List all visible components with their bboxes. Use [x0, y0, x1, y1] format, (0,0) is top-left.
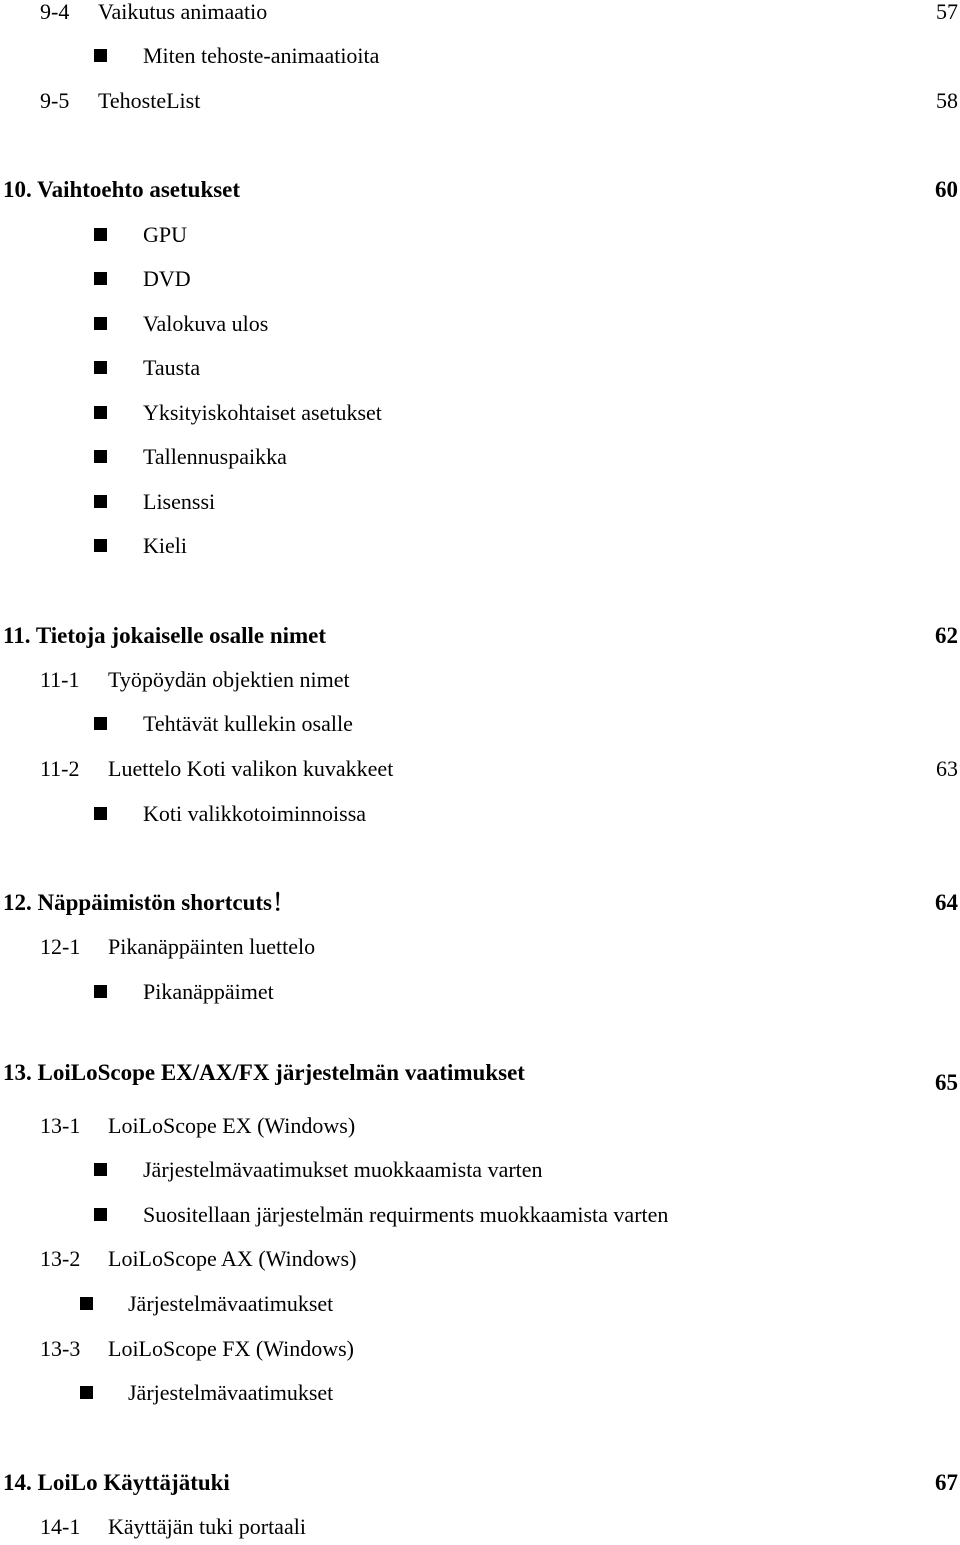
entry-title: Pikanäppäinten luettelo: [108, 934, 316, 959]
entry-title: LoiLoScope FX (Windows): [108, 1336, 354, 1361]
square-bullet-icon: [94, 450, 107, 463]
chapter-title: 12. Näppäimistön shortcuts！: [3, 890, 296, 915]
toc-bullet-item[interactable]: [0, 306, 960, 342]
toc-bullet-item[interactable]: [0, 439, 960, 475]
chapter-title: 10. Vaihtoehto asetukset: [3, 177, 241, 202]
bullet-text: Tausta: [143, 355, 201, 380]
square-bullet-icon: [80, 1386, 93, 1399]
square-bullet-icon: [94, 49, 107, 62]
toc-entry[interactable]: [0, 662, 960, 698]
chapter-title: 13. LoiLoScope EX/AX/FX järjestelmän vaatimukset: [3, 1060, 525, 1085]
entry-number: 12-1: [40, 934, 81, 959]
toc-bullet-item[interactable]: [0, 484, 960, 520]
bullet-text: Pikanäppäimet: [143, 979, 274, 1004]
bullet-text: Tallennuspaikka: [143, 444, 287, 469]
toc-bullet-item[interactable]: [0, 796, 960, 832]
toc-chapter[interactable]: [0, 618, 960, 654]
bullet-text: Tehtävät kullekin osalle: [143, 711, 353, 736]
toc-chapter[interactable]: [0, 885, 960, 921]
entry-number: 11-1: [40, 667, 80, 692]
square-bullet-icon: [94, 495, 107, 508]
bullet-text: Yksityiskohtaiset asetukset: [143, 400, 382, 425]
entry-number: 13-1: [40, 1113, 81, 1138]
entry-title: Luettelo Koti valikon kuvakkeet: [108, 756, 394, 781]
square-bullet-icon: [94, 317, 107, 330]
square-bullet-icon: [94, 272, 107, 285]
entry-number: 9-4: [40, 0, 70, 24]
toc-bullet-item[interactable]: [0, 974, 960, 1010]
square-bullet-icon: [94, 807, 107, 820]
entry-title: TehosteList: [98, 88, 201, 113]
toc-entry[interactable]: [0, 751, 960, 787]
entry-number: 13-3: [40, 1336, 81, 1361]
page-number: 60: [935, 177, 958, 202]
toc-bullet-item[interactable]: [0, 217, 960, 253]
toc-bullet-item[interactable]: [0, 1375, 960, 1411]
bullet-text: DVD: [143, 266, 191, 291]
square-bullet-icon: [94, 1208, 107, 1221]
page-number: 64: [935, 890, 958, 915]
square-bullet-icon: [80, 1297, 93, 1310]
entry-title: Työpöydän objektien nimet: [108, 667, 350, 692]
bullet-text: Järjestelmävaatimukset: [128, 1291, 334, 1316]
page-number: 62: [935, 623, 958, 648]
chapter-title: 14. LoiLo Käyttäjätuki: [3, 1470, 230, 1495]
toc-bullet-item[interactable]: [0, 1197, 960, 1233]
entry-number: 14-1: [40, 1514, 81, 1539]
bullet-text: Miten tehoste-animaatioita: [143, 43, 380, 68]
bullet-text: Kieli: [143, 533, 187, 558]
entry-number: 11-2: [40, 756, 80, 781]
toc-entry[interactable]: [0, 1331, 960, 1367]
toc-entry[interactable]: [0, 929, 960, 965]
toc-bullet-item[interactable]: [0, 706, 960, 742]
entry-number: 9-5: [40, 88, 70, 113]
entry-title: LoiLoScope EX (Windows): [108, 1113, 356, 1138]
entry-title: Vaikutus animaatio: [98, 0, 268, 24]
bullet-text: Järjestelmävaatimukset muokkaamista varten: [143, 1157, 543, 1182]
toc-entry[interactable]: [0, 1108, 960, 1144]
square-bullet-icon: [94, 228, 107, 241]
square-bullet-icon: [94, 985, 107, 998]
square-bullet-icon: [94, 406, 107, 419]
toc-chapter[interactable]: [0, 1465, 960, 1501]
bullet-text: Koti valikkotoiminnoissa: [143, 801, 367, 826]
toc-entry[interactable]: [0, 1509, 960, 1545]
entry-title: Käyttäjän tuki portaali: [108, 1514, 306, 1539]
square-bullet-icon: [94, 539, 107, 552]
page-number: 58: [936, 88, 958, 113]
square-bullet-icon: [94, 717, 107, 730]
toc-entry[interactable]: [0, 83, 960, 119]
page-number: 57: [936, 0, 958, 24]
toc-chapter[interactable]: [0, 1055, 960, 1095]
toc-bullet-item[interactable]: [0, 1286, 960, 1322]
bullet-text: GPU: [143, 222, 188, 247]
toc-bullet-item[interactable]: [0, 395, 960, 431]
bullet-text: Suositellaan järjestelmän requirments muokkaamista varten: [143, 1202, 669, 1227]
toc-bullet-item[interactable]: [0, 350, 960, 386]
page-number: 65: [935, 1070, 958, 1095]
page-number: 63: [936, 756, 958, 781]
chapter-title: 11. Tietoja jokaiselle osalle nimet: [3, 623, 327, 648]
toc-bullet-item[interactable]: [0, 38, 960, 74]
toc-entry[interactable]: [0, 1241, 960, 1277]
entry-title: LoiLoScope AX (Windows): [108, 1246, 357, 1271]
toc-bullet-item[interactable]: [0, 528, 960, 564]
page-number: 67: [935, 1470, 958, 1495]
square-bullet-icon: [94, 1163, 107, 1176]
toc-bullet-item[interactable]: [0, 1152, 960, 1188]
toc-chapter[interactable]: [0, 172, 960, 208]
square-bullet-icon: [94, 361, 107, 374]
toc-bullet-item[interactable]: [0, 261, 960, 297]
bullet-text: Järjestelmävaatimukset: [128, 1380, 334, 1405]
bullet-text: Lisenssi: [143, 489, 216, 514]
toc-entry[interactable]: [0, 0, 960, 30]
entry-number: 13-2: [40, 1246, 81, 1271]
bullet-text: Valokuva ulos: [143, 311, 269, 336]
